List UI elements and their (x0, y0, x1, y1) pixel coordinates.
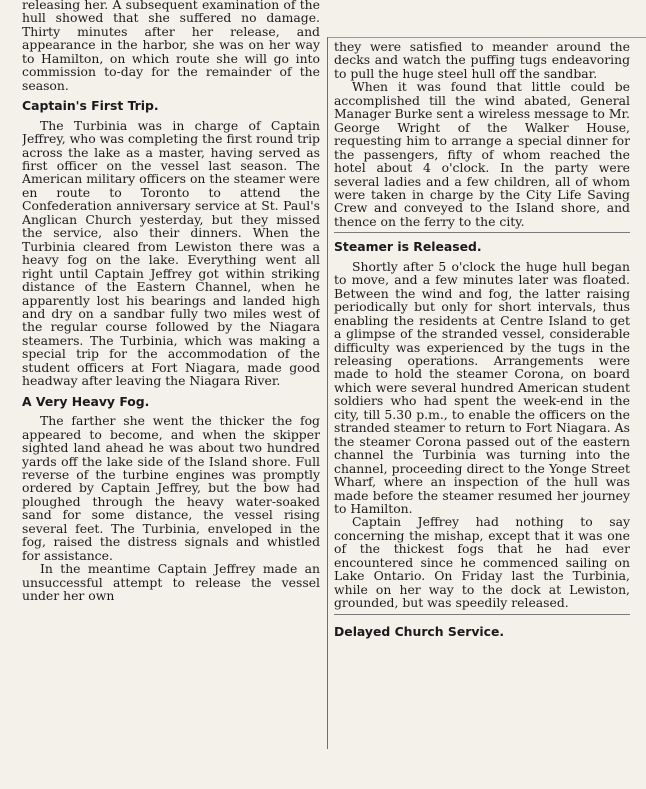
left-paragraph-1: releasing her. A subsequent examination of the hull showed that she suffered no damage. Thirty minutes after her release, and appearance in the harbor, she was on her way to Hamilton, on which route she will go into commission to-day for the remainder of the season. (22, 0, 320, 93)
right-paragraph-3: Shortly after 5 o'clock the huge hull began to move, and a few minutes later was floated. Between the wind and fog, the latter raising periodically but only for short intervals, thus enabling the residents at Centre Island to get a glimpse of the stranded vessel, considerable difficulty was experienced by the tugs in the releasing operations. Arrangements were made to hold the steamer Corona, on board which were several hundred American student soldiers who had spent the week-end in the city, till 5.30 p.m., to enable the officers on the stranded steamer to return to Fort Niagara. As the steamer Corona passed out of the eastern channel the Turbinia was turning into the channel, proceeding direct to the Yonge Street Wharf, where an inspection of the hull was made before the steamer resumed her journey to Hamilton. (334, 258, 630, 516)
left-heading-2: A Very Heavy Fog. (22, 393, 150, 409)
right-paragraph-4: Captain Jeffrey had nothing to say concerning the mishap, except that it was one of the thickest fogs that he had ever encountered since he commenced sailing on Lake Ontario. On Friday last the Turbinia, while on her way to the dock at Lewiston, grounded, but was speedily released. (334, 514, 630, 611)
left-paragraph-4: In the meantime Captain Jeffrey made an unsuccessful attempt to release the vessel under her own (22, 561, 320, 604)
right-heading-1: Steamer is Released. (334, 239, 482, 255)
right-heading-2: Delayed Church Service. (334, 623, 505, 639)
right-paragraph-2: When it was found that little could be accomplished till the wind abated, General Manager Burke sent a wireless message to Mr. George Wright of the Walker House, requesting him to arrange a special dinner for the passengers, fifty of whom reached the hotel about 4 o'clock. In the party were several ladies and a few children, all of whom were taken in charge by the City Life Saving Crew and conveyed to the Island shore, and thence on the ferry to the city. (334, 79, 630, 229)
right-column (334, 40, 630, 789)
right-paragraph-1: they were satisfied to meander around the decks and watch the puffing tugs endeavoring to pull the huge steel hull off the sandbar. (334, 40, 630, 81)
left-paragraph-3: The farther she went the thicker the fog appeared to become, and when the skipper sighted land ahead he was about two hundred yards off the lake side of the Island shore. Full reverse of the turbine engines was promptly ordered by Captain Jeffrey, but the bow had ploughed through the heavy water-soaked sand for some distance, the vessel rising several feet. The Turbinia, enveloped in the fog, raised the distress signals and whistled for assistance. (22, 413, 320, 563)
column-divider (327, 37, 328, 749)
left-heading-1: Captain's First Trip. (22, 98, 159, 114)
left-column (22, 0, 320, 747)
top-rule (328, 37, 646, 38)
section-rule-2 (334, 614, 630, 615)
section-rule (334, 232, 630, 233)
left-paragraph-2: The Turbinia was in charge of Captain Jeffrey, who was completing the first round trip across the lake as a master, having served as first officer on the vessel last season. The American military officers on the steamer were en route to Toronto to attend the Confederation anniversary service at St. Paul's Anglican Church yesterday, but they missed the service, also their dinners. When the Turbinia cleared from Lewiston there was a heavy fog on the lake. Everything went all right until Captain Jeffrey got within striking distance of the Eastern Channel, when he apparently lost his bearings and landed high and dry on a sandbar fully two miles west of the regular course followed by the Niagara steamers. The Turbinia, which was making a special trip for the accommodation of the student officers at Fort Niagara, made good headway after leaving the Niagara River. (22, 117, 320, 389)
